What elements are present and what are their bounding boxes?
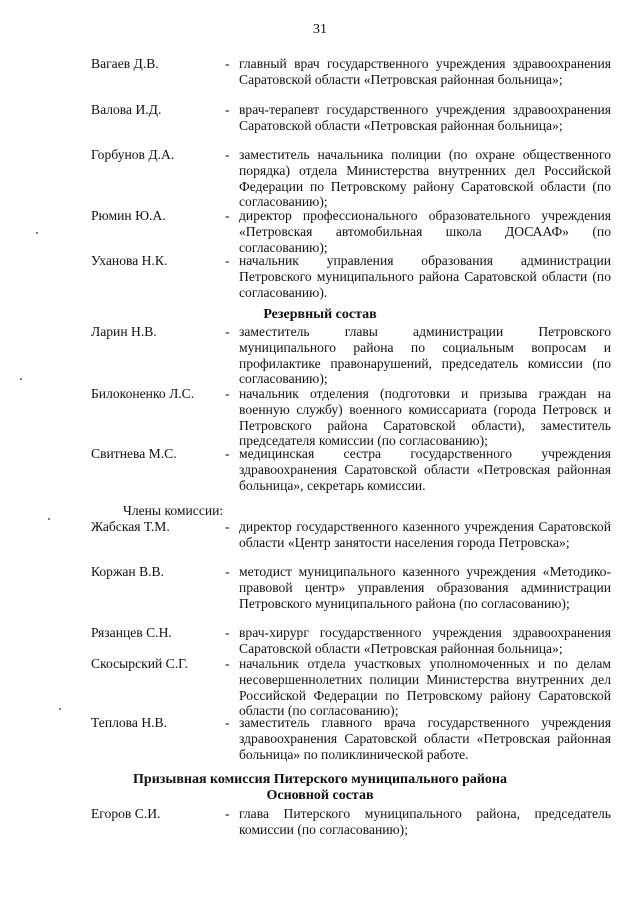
piter-heading: Призывная комиссия Питерского муниципального района bbox=[133, 772, 507, 787]
member-dash: - bbox=[225, 56, 230, 71]
member-position: заместитель главы администрации Петровского муниципального района по социальным вопросам и профилактике правонарушений, председатель комиссии (по согласованию); bbox=[239, 324, 611, 387]
member-position: начальник отдела участковых уполномоченных и по делам несовершеннолетних полиции Министерства внутренних дел Российской Федерации по Петровскому району Саратовской области (по согласованию); bbox=[239, 656, 611, 719]
member-name: Егоров С.И. bbox=[91, 806, 161, 821]
member-name: Теплова Н.В. bbox=[91, 715, 168, 730]
member-dash: - bbox=[225, 715, 230, 730]
member-name: Ларин Н.В. bbox=[91, 324, 157, 339]
member-dash: - bbox=[225, 446, 230, 461]
member-dash: - bbox=[225, 564, 230, 579]
member-name: Свитнева М.С. bbox=[91, 446, 177, 461]
member-position: методист муниципального казенного учреждения «Методико-правовой центр» управления образования администрации Петровского муниципального района (по согласованию); bbox=[239, 564, 611, 611]
member-entry bbox=[91, 102, 611, 134]
commission-label: Члены комиссии: bbox=[123, 503, 224, 518]
member-dash: - bbox=[225, 253, 230, 268]
member-name: Скосырский С.Г. bbox=[91, 656, 188, 671]
member-dash: - bbox=[225, 208, 230, 223]
member-position: директор профессионального образовательного учреждения «Петровская автомобильная школа ДОСААФ» (по согласованию); bbox=[239, 208, 611, 255]
member-entry bbox=[91, 253, 611, 300]
piter-subheading: Основной состав bbox=[266, 788, 374, 803]
member-entry bbox=[91, 715, 611, 762]
member-position: директор государственного казенного учреждения Саратовской области «Центр занятости населения города Петровска»; bbox=[239, 519, 611, 550]
member-entry bbox=[91, 806, 611, 838]
scan-speck bbox=[36, 232, 38, 234]
member-name: Коржан В.В. bbox=[91, 564, 165, 579]
member-position: начальник управления образования администрации Петровского муниципального района Саратовской области (по согласованию). bbox=[239, 253, 611, 300]
member-dash: - bbox=[225, 806, 230, 821]
member-entry bbox=[91, 208, 611, 255]
member-dash: - bbox=[225, 519, 230, 534]
member-name: Жабская Т.М. bbox=[91, 519, 170, 534]
member-entry bbox=[91, 386, 611, 449]
member-name: Билоконенко Л.С. bbox=[91, 386, 195, 401]
member-name: Валова И.Д. bbox=[91, 102, 162, 117]
member-name: Вагаев Д.В. bbox=[91, 56, 159, 71]
member-position: заместитель начальника полиции (по охране общественного порядка) отдела Министерства внутренних дел Российской Федерации по Петровскому району Саратовской области (по согласованию); bbox=[239, 147, 611, 210]
member-position: главный врач государственного учреждения здравоохранения Саратовской области «Петровская районная больница»; bbox=[239, 56, 611, 87]
member-dash: - bbox=[225, 656, 230, 671]
member-name: Рязанцев С.Н. bbox=[91, 625, 172, 640]
member-dash: - bbox=[225, 324, 230, 339]
member-name: Уханова Н.К. bbox=[91, 253, 168, 268]
member-position: начальник отделения (подготовки и призыва граждан на военную службу) военного комиссариата (города Петровск и Петровского района Саратовской области), заместитель председателя комиссии (по согласованию); bbox=[239, 386, 611, 449]
member-dash: - bbox=[225, 625, 230, 640]
reserve-heading: Резервный состав bbox=[263, 307, 377, 322]
member-entry bbox=[91, 147, 611, 210]
member-entry bbox=[91, 519, 611, 551]
member-dash: - bbox=[225, 147, 230, 162]
scan-speck bbox=[48, 518, 50, 520]
member-entry bbox=[91, 446, 611, 493]
member-name: Горбунов Д.А. bbox=[91, 147, 175, 162]
member-position: глава Питерского муниципального района, председатель комиссии (по согласованию); bbox=[239, 806, 611, 837]
scan-speck bbox=[20, 378, 22, 380]
member-position: заместитель главного врача государственного учреждения здравоохранения Саратовской области «Петровская районная больница» по поликлинической работе. bbox=[239, 715, 611, 762]
member-name: Рюмин Ю.А. bbox=[91, 208, 166, 223]
scan-speck bbox=[59, 708, 61, 710]
member-entry bbox=[91, 324, 611, 387]
member-dash: - bbox=[225, 386, 230, 401]
member-entry bbox=[91, 656, 611, 719]
member-position: врач-терапевт государственного учреждения здравоохранения Саратовской области «Петровская районная больница»; bbox=[239, 102, 611, 133]
member-position: медицинская сестра государственного учреждения здравоохранения Саратовской области «Петровская районная больница», секретарь комиссии. bbox=[239, 446, 611, 493]
member-entry bbox=[91, 56, 611, 88]
member-position: врач-хирург государственного учреждения здравоохранения Саратовской области «Петровская районная больница»; bbox=[239, 625, 611, 656]
member-entry bbox=[91, 564, 611, 611]
member-entry bbox=[91, 625, 611, 657]
page-number: 31 bbox=[313, 22, 327, 37]
member-dash: - bbox=[225, 102, 230, 117]
